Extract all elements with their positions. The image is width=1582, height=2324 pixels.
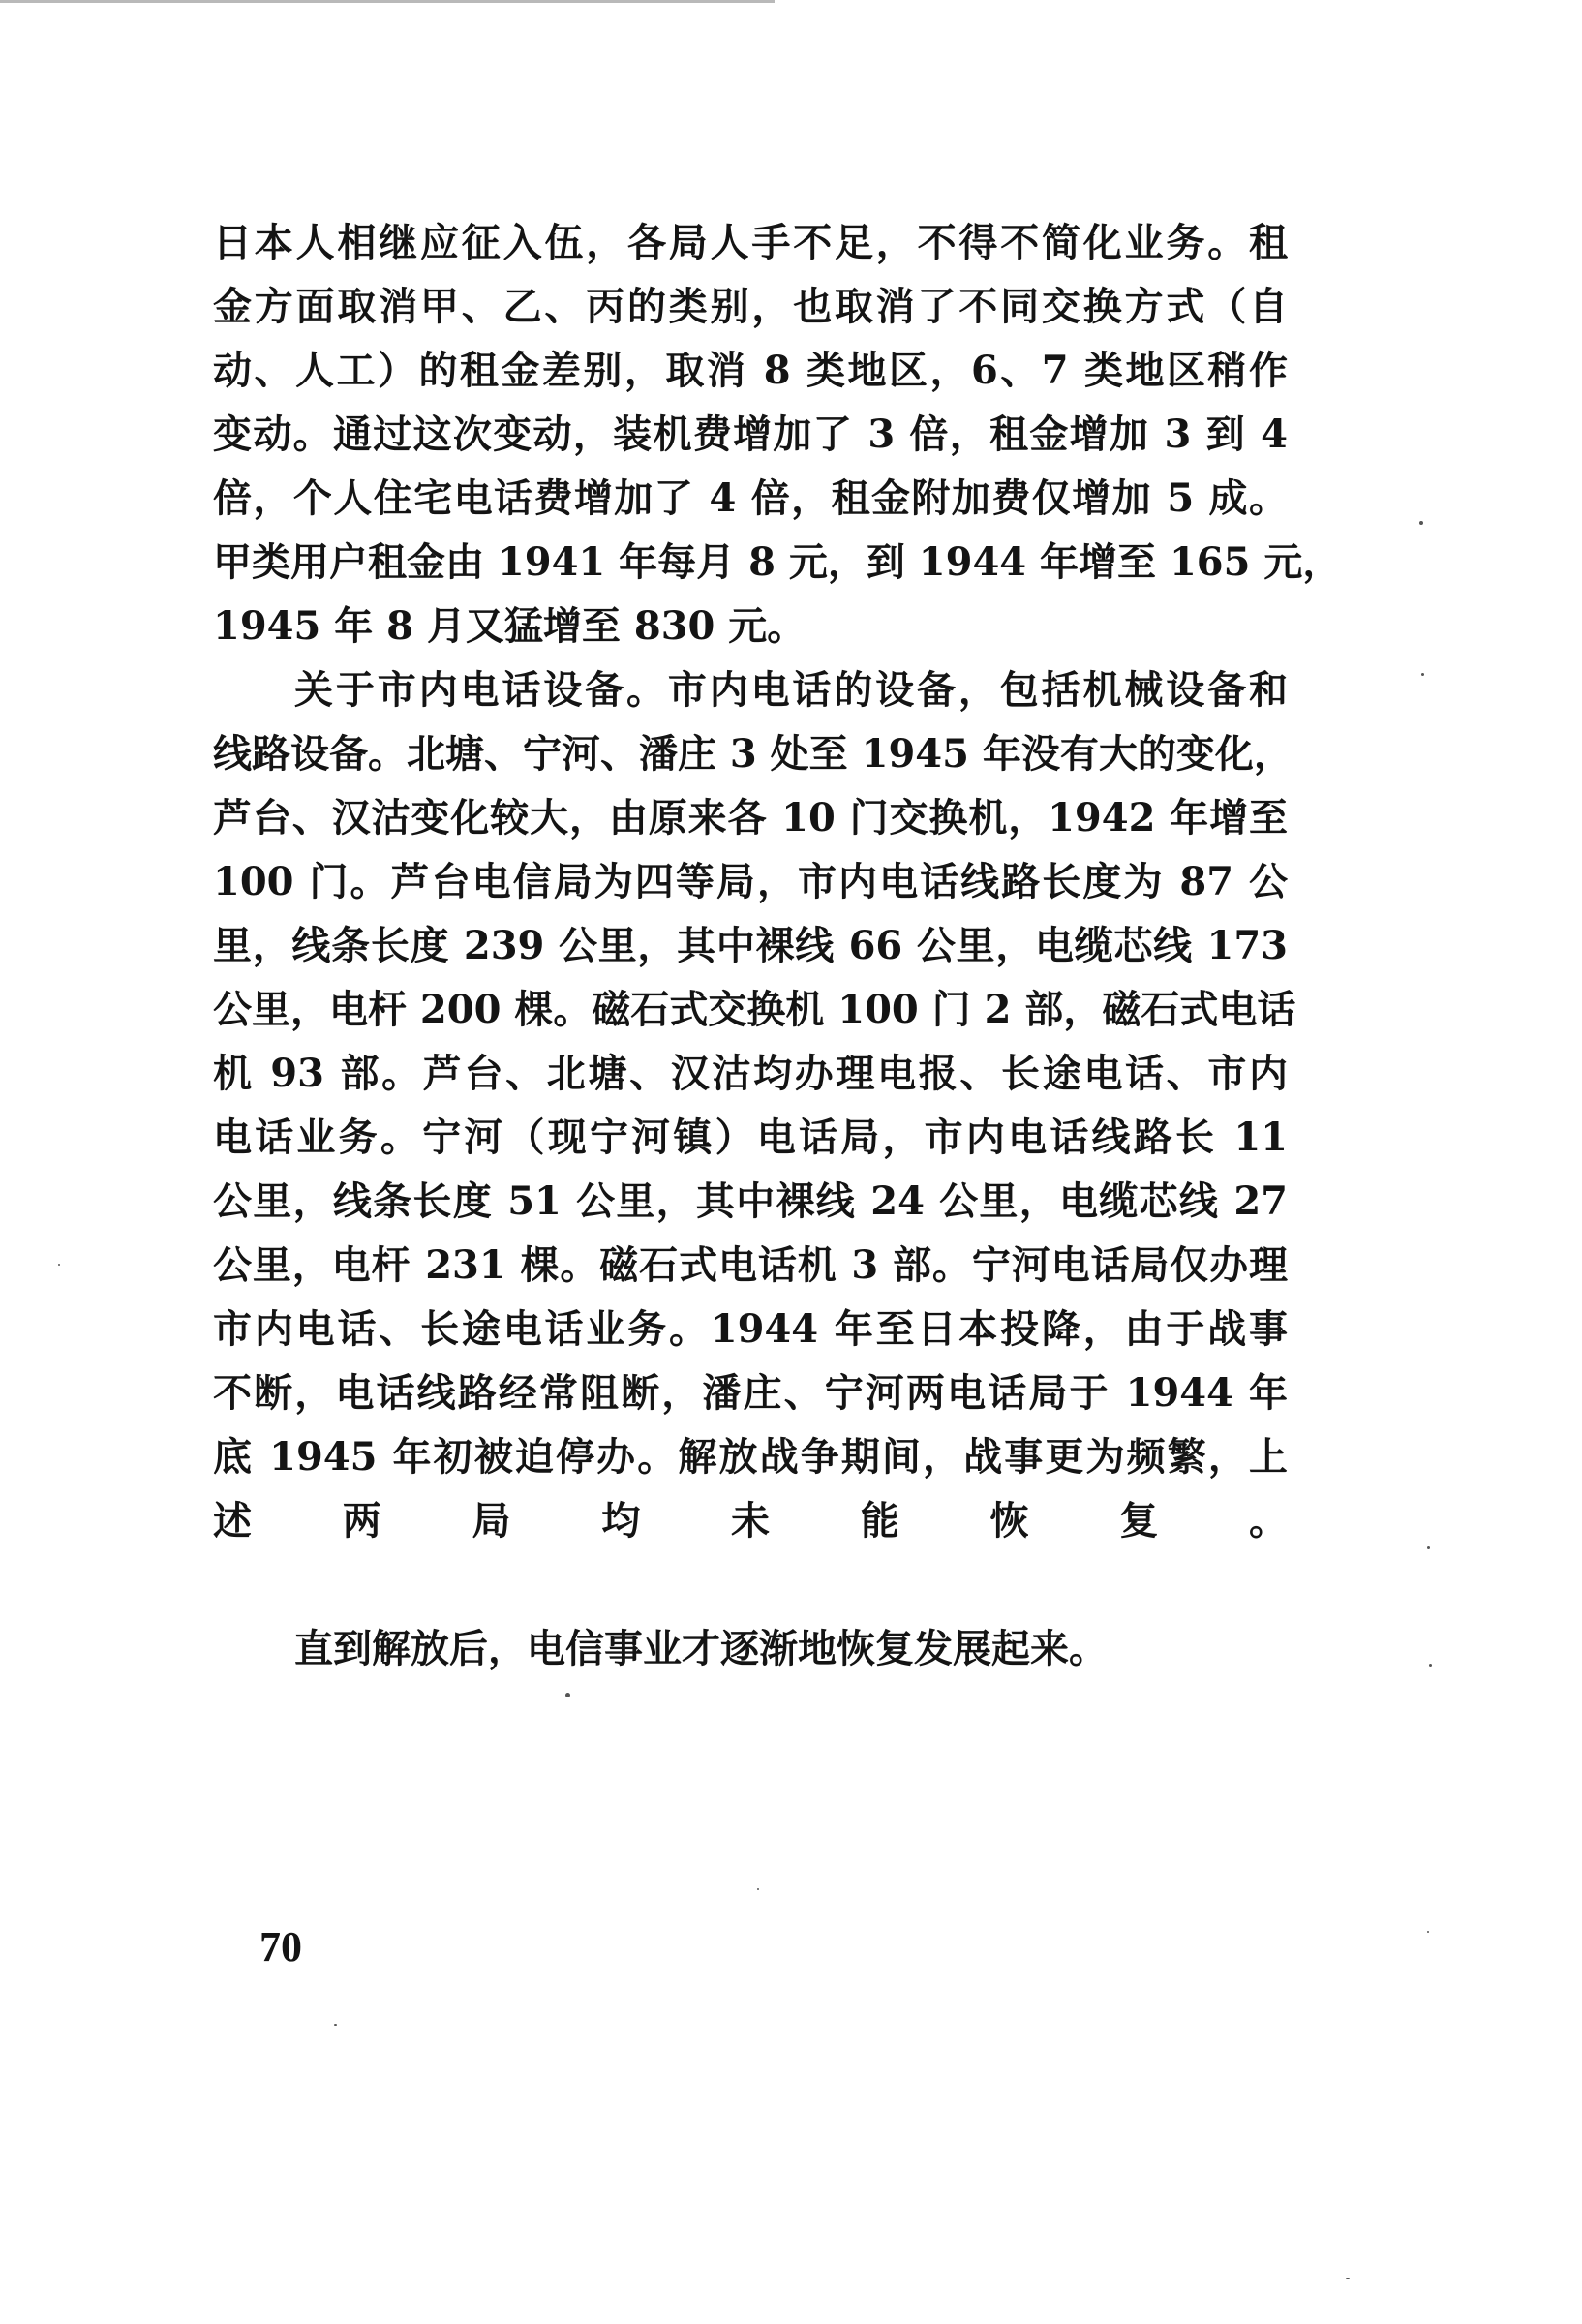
text-line: 里，线条长度 239 公里，其中裸线 66 公里，电缆芯线 173 xyxy=(213,923,1288,968)
text-line: 100 门。芦台电信局为四等局，市内电话线路长度为 87 公 xyxy=(213,859,1288,904)
text-line: 市内电话、长途电话业务。1944 年至日本投降，由于战事 xyxy=(213,1306,1288,1352)
text-line: 倍，个人住宅电话费增加了 4 倍，租金附加费仅增加 5 成。 xyxy=(213,475,1288,521)
text-line: 公里，电杆 231 棵。磁石式电话机 3 部。宁河电话局仅办理 xyxy=(213,1242,1288,1288)
text-line: 关于市内电话设备。市内电话的设备，包括机械设备和 xyxy=(294,667,1288,713)
scan-speck xyxy=(757,1888,759,1890)
text-line: 公里，电杆 200 棵。磁石式交换机 100 门 2 部，磁石式电话 xyxy=(213,987,1296,1032)
text-line: 直到解放后，电信事业才逐渐地恢复发展起来。 xyxy=(294,1626,1108,1671)
scan-speck xyxy=(1419,521,1423,525)
paragraph xyxy=(213,658,1296,1617)
text-line: 变动。通过这次变动，装机费增加了 3 倍，租金增加 3 到 4 xyxy=(213,412,1288,457)
scan-speck xyxy=(565,1693,570,1697)
text-line: 日本人相继应征入伍，各局人手不足，不得不简化业务。租 xyxy=(213,220,1288,265)
paragraph xyxy=(213,211,1342,658)
page-number: 70 xyxy=(259,1923,302,1971)
body-text xyxy=(213,211,1342,1681)
text-line: 动、人工）的租金差别，取消 8 类地区，6、7 类地区稍作 xyxy=(213,348,1288,393)
text-line: 金方面取消甲、乙、丙的类别，也取消了不同交换方式（自 xyxy=(213,284,1288,329)
paragraph xyxy=(213,1617,1288,1681)
scan-speck xyxy=(1427,1931,1429,1933)
scan-speck xyxy=(1346,2278,1350,2279)
text-line: 述两局均未能恢复。 xyxy=(213,1498,1288,1544)
top-edge-rule xyxy=(0,0,775,3)
text-line: 电话业务。宁河（现宁河镇）电话局，市内电话线路长 11 xyxy=(213,1115,1288,1160)
text-line: 1945 年 8 月又猛增至 830 元。 xyxy=(213,603,806,649)
text-line xyxy=(213,1553,1288,1617)
text-line: 芦台、汉沽变化较大，由原来各 10 门交换机，1942 年增至 xyxy=(213,795,1288,841)
text-line: 线路设备。北塘、宁河、潘庄 3 处至 1945 年没有大的变化， xyxy=(213,731,1293,777)
text-line: 公里，线条长度 51 公里，其中裸线 24 公里，电缆芯线 27 xyxy=(213,1178,1288,1224)
scan-speck xyxy=(1427,1546,1430,1549)
text-line: 机 93 部。芦台、北塘、汉沽均办理电报、长途电话、市内 xyxy=(213,1051,1288,1096)
scan-speck xyxy=(1429,1664,1432,1667)
scan-speck xyxy=(1421,673,1424,676)
text-line: 底 1945 年初被迫停办。解放战争期间，战事更为频繁，上 xyxy=(213,1434,1288,1480)
scan-speck xyxy=(58,1264,60,1266)
text-line: 甲类用户租金由 1941 年每月 8 元，到 1944 年增至 165 元， xyxy=(213,539,1342,585)
text-line: 不断，电话线路经常阻断，潘庄、宁河两电话局于 1944 年 xyxy=(213,1370,1288,1416)
scan-speck xyxy=(334,2024,337,2026)
